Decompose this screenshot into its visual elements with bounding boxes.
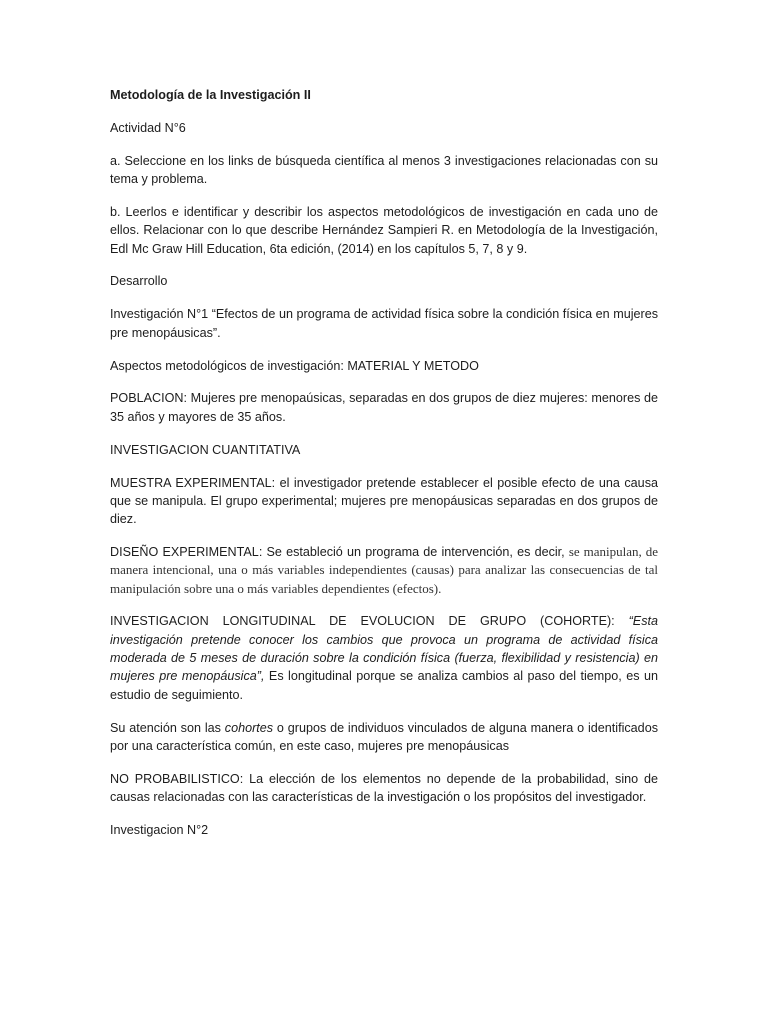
- instruction-b: b. Leerlos e identificar y describir los aspectos metodológicos de investigación en cada uno de ellos. Relacionar con lo que describe Hernández Sampieri R. en Metodología de la Investigación, Edl Mc Graw Hill Education, 6ta edición, (2014) en los capítulos 5, 7, 8 y 9.: [110, 204, 658, 256]
- cohort-term: cohortes: [224, 720, 274, 735]
- methodological-aspects: Aspectos metodológicos de investigación: MATERIAL Y METODO: [110, 358, 479, 373]
- cohort-paragraph: [110, 719, 658, 756]
- experimental-design-label: DISEÑO EXPERIMENTAL: Se estableció un programa de intervención, es decir,: [110, 544, 569, 559]
- investigation-1-title: Investigación N°1 “Efectos de un programa de actividad física sobre la condición física en mujeres pre menopáusicas”.: [110, 307, 658, 340]
- experimental-sample-paragraph: MUESTRA EXPERIMENTAL: el investigador pretende establecer el posible efecto de una causa que se manipula. El grupo experimental; mujeres pre menopáusicas separadas en dos grupos de diez.: [110, 475, 658, 527]
- longitudinal-label: INVESTIGACION LONGITUDINAL DE EVOLUCION DE GRUPO (COHORTE):: [110, 614, 629, 629]
- activity-heading: Actividad N°6: [110, 120, 186, 135]
- section-desarrollo: Desarrollo: [110, 274, 168, 289]
- investigation-2-title: Investigacion N°2: [110, 822, 209, 837]
- longitudinal-explanation: Es longitudinal porque se analiza cambios al paso del tiempo, es un estudio de seguimiento.: [110, 669, 658, 702]
- non-probabilistic-paragraph: NO PROBABILISTICO: La elección de los elementos no depende de la probabilidad, sino de causas relacionadas con las características de la investigación o los propósitos del investigador.: [110, 771, 658, 805]
- instruction-a: a. Seleccione en los links de búsqueda científica al menos 3 investigaciones relacionadas con su tema y problema.: [110, 153, 658, 187]
- experimental-design-definition: se manipulan, de manera intencional, una o más variables independientes (causas) para analizar las consecuencias de tal manipulación sobre una o más variables dependientes (efectos).: [110, 543, 658, 596]
- cohort-definition: o grupos de individuos vinculados de alguna manera o identificados por una característica común, en este caso, mujeres pre menopáusicas: [110, 720, 658, 753]
- experimental-design-paragraph: [110, 543, 658, 598]
- cohort-intro: Su atención son las: [110, 720, 225, 735]
- population-paragraph: POBLACION: Mujeres pre menopaúsicas, separadas en dos grupos de diez mujeres: menores de 35 años y mayores de 35 años.: [110, 391, 658, 424]
- longitudinal-paragraph: [110, 612, 658, 703]
- quantitative-heading: INVESTIGACION CUANTITATIVA: [110, 442, 301, 457]
- longitudinal-quote: “Esta investigación pretende conocer los cambios que provoca un programa de actividad física moderada de 5 meses de duración sobre la condición física (fuerza, flexibilidad y resistencia) en mujeres pre menopáusica”,: [110, 614, 658, 684]
- document-page: [110, 86, 658, 854]
- document-title: Metodología de la Investigación II: [110, 88, 311, 102]
